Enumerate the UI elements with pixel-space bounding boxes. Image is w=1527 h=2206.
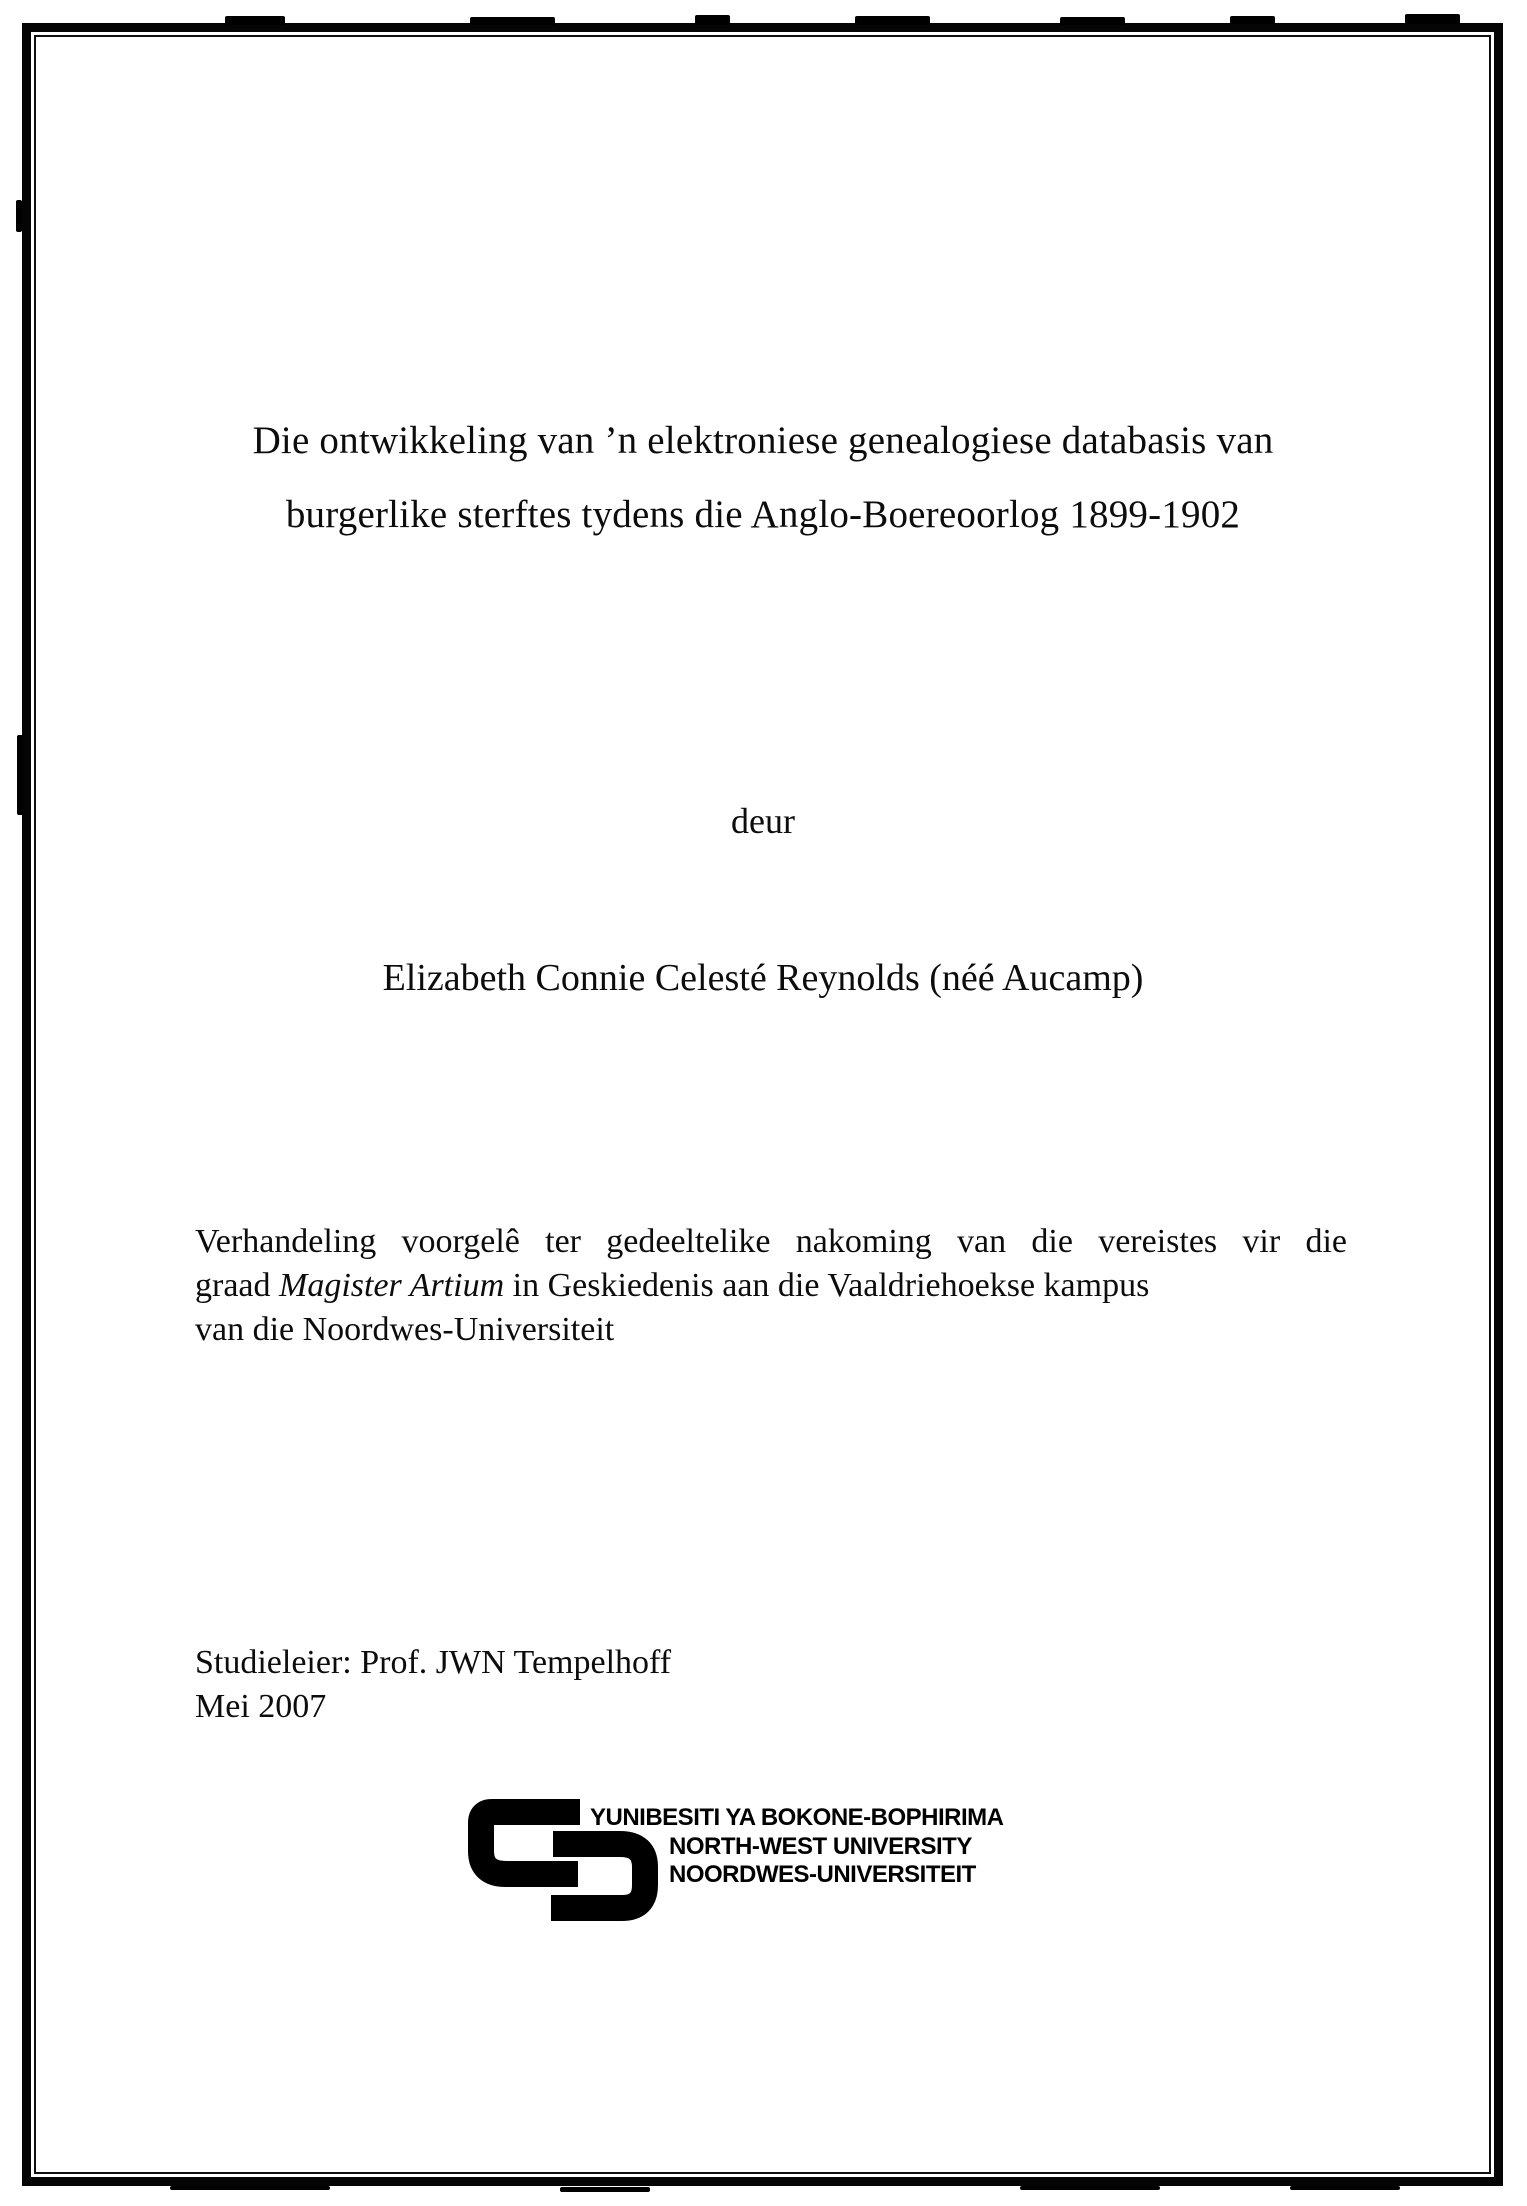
degree-declaration <box>195 1220 1347 1352</box>
scan-artifact <box>170 2186 330 2190</box>
scan-artifact <box>1060 17 1125 25</box>
byline-label: deur <box>731 801 795 841</box>
scan-artifact <box>225 16 285 25</box>
north-west-university-logo <box>468 1799 1108 1939</box>
scan-artifact <box>855 16 930 25</box>
declaration-line-3: van die Noordwes-Universiteit <box>195 1311 615 1348</box>
thesis-title-line-1: Die ontwikkeling van ’n elektroniese genealogiese databasis van <box>252 419 1274 462</box>
declaration-line-2-prefix: graad <box>195 1267 280 1304</box>
scan-artifact <box>470 17 555 25</box>
date-line: Mei 2007 <box>195 1688 327 1725</box>
declaration-line-1: Verhandeling voorgelê ter gedeeltelike nakoming van die vereistes vir die <box>195 1223 1347 1260</box>
author-name: Elizabeth Connie Celesté Reynolds (néé Aucamp) <box>382 957 1144 999</box>
scan-artifact <box>1290 2186 1400 2190</box>
scan-artifact <box>560 2187 650 2192</box>
supervisor-block <box>195 1641 671 1729</box>
degree-name-italic: Magister Artium <box>279 1267 505 1304</box>
supervisor-line: Studieleier: Prof. JWN Tempelhoff <box>195 1644 672 1681</box>
scan-artifact <box>1230 16 1275 24</box>
scan-artifact <box>1405 14 1460 24</box>
thesis-title-line-2: burgerlike sterftes tydens die Anglo-Boereoorlog 1899-1902 <box>285 493 1241 536</box>
logo-text-setswana: YUNIBESITI YA BOKONE-BOPHIRIMA <box>590 1804 1004 1831</box>
scan-artifact <box>16 200 22 232</box>
scan-artifact <box>17 735 23 815</box>
scan-artifact <box>1020 2186 1160 2190</box>
thesis-title <box>183 404 1343 552</box>
declaration-line-2-suffix: in Geskiedenis aan die Vaaldriehoekse kampus <box>504 1267 1150 1304</box>
logo-text-afrikaans: NOORDWES-UNIVERSITEIT <box>669 1861 976 1888</box>
logo-text-english: NORTH-WEST UNIVERSITY <box>669 1833 972 1860</box>
scan-artifact <box>695 15 730 25</box>
declaration-line-2 <box>195 1264 1347 1308</box>
